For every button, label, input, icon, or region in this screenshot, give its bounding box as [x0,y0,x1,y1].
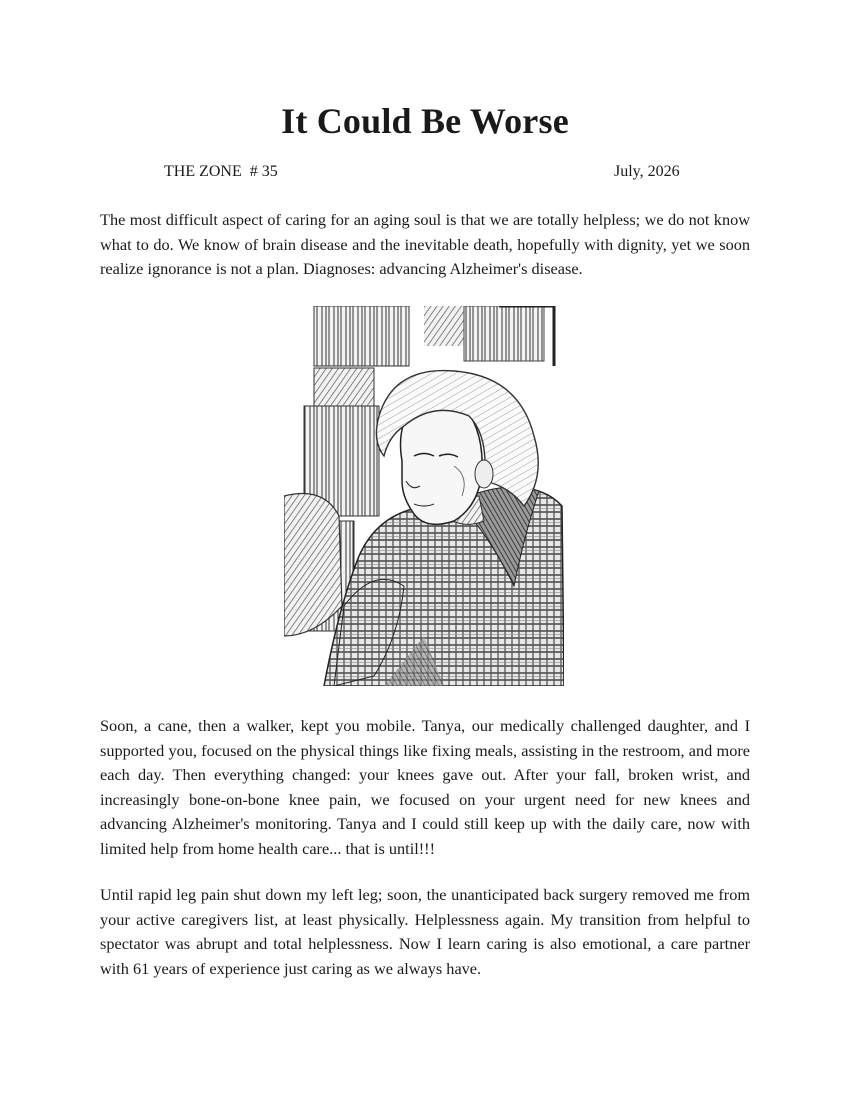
elderly-woman-sketch-illustration [284,306,564,686]
newsletter-issue: THE ZONE # 35 [164,163,278,180]
paragraph-3: Until rapid leg pain shut down my left leg; soon, the unanticipated back surgery removed me from your active caregivers list, at least physically. Helplessness again. My transition from helpful to spectator was abrupt and total helplessness. Now I learn caring is also emotional, a care partner with 61 years of experience just caring as we always have. [100,885,750,978]
paragraph-2: Soon, a cane, then a walker, kept you mobile. Tanya, our medically challenged daughter, and I supported you, focused on the physical things like fixing meals, assisting in the restroom, and more each day. Then everything changed: your knees gave out. After your fall, broken wrist, and increasingly bone-on-bone knee pain, we focused on your urgent need for new knees and advancing Alzheimer's monitoring. Tanya and I could still keep up with the daily care, now with limited help from home health care... that is until!!! [100,716,750,858]
issue-date: July, 2026 [614,163,680,180]
document-title: It Could Be Worse [281,101,569,141]
paragraph-1: The most difficult aspect of caring for an aging soul is that we are totally helpless; we do not know what to do. We know of brain disease and the inevitable death, hopefully with dignity, yet we soon realize ignorance is not a plan. Diagnoses: advancing Alzheimer's disease. [100,210,750,279]
